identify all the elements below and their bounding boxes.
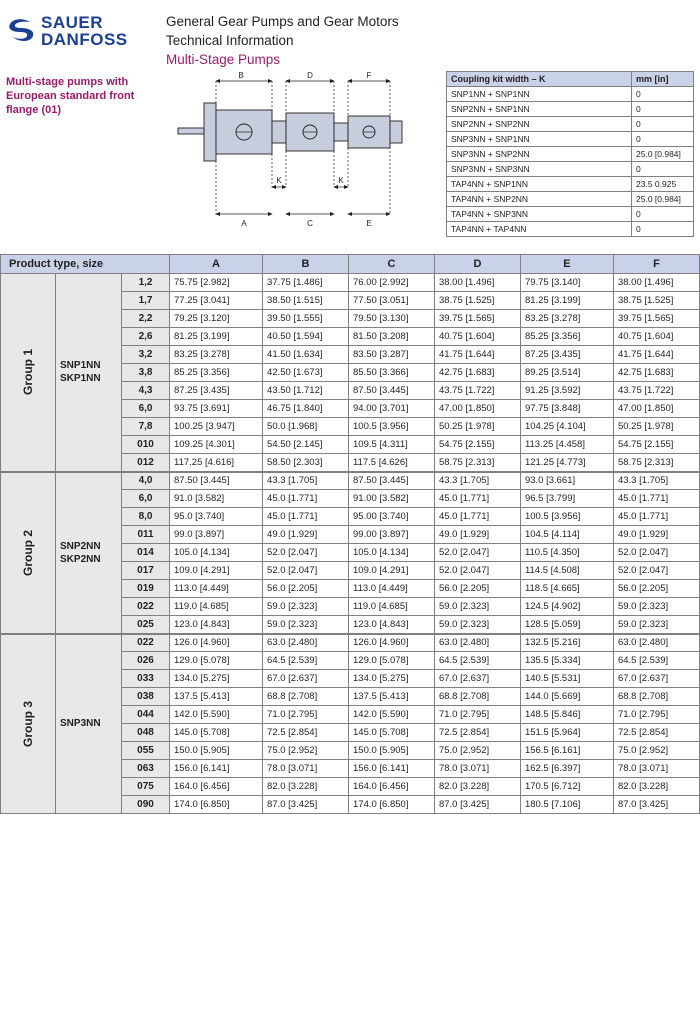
dimension-C-cell: 109.0 [4.291] — [349, 562, 435, 580]
dimension-B-cell: 41.50 [1.634] — [263, 346, 349, 364]
coupling-width-value: 0 — [632, 87, 694, 102]
table-row — [1, 274, 700, 292]
dimension-E-cell: 132.5 [5.216] — [520, 634, 613, 652]
size-cell: 8,0 — [122, 508, 170, 526]
dimension-C-cell: 94.00 [3.701] — [349, 400, 435, 418]
dimension-E-cell: 110.5 [4.350] — [520, 544, 613, 562]
size-cell: 055 — [122, 742, 170, 760]
dimension-A-cell: 150.0 [5.905] — [170, 742, 263, 760]
dimension-A-cell: 117.25 [4.616] — [170, 454, 263, 472]
dimension-A-cell: 91.0 [3.582] — [170, 490, 263, 508]
size-cell: 1,2 — [122, 274, 170, 292]
dimension-E-cell: 118.5 [4.665] — [520, 580, 613, 598]
product-family-label: SNP3NN — [56, 634, 122, 814]
dimension-E-cell: 85.25 [3.356] — [520, 328, 613, 346]
dimension-E-cell: 144.0 [5.669] — [520, 688, 613, 706]
coupling-combination: SNP2NN + SNP2NN — [447, 117, 632, 132]
dimension-A-cell: 119.0 [4.685] — [170, 598, 263, 616]
dimension-B-cell: 39.50 [1.555] — [263, 310, 349, 328]
size-cell: 044 — [122, 706, 170, 724]
size-cell: 025 — [122, 616, 170, 634]
dimension-D-cell: 38.75 [1.525] — [434, 292, 520, 310]
dimension-A-cell: 99.0 [3.897] — [170, 526, 263, 544]
coupling-row — [447, 162, 694, 177]
coupling-combination: TAP4NN + SNP1NN — [447, 177, 632, 192]
dimension-A-cell: 142.0 [5.590] — [170, 706, 263, 724]
dimension-A-cell: 81.25 [3.199] — [170, 328, 263, 346]
page-header — [0, 0, 700, 69]
size-cell: 033 — [122, 670, 170, 688]
dimension-E-cell: 83.25 [3.278] — [520, 310, 613, 328]
dimension-B-cell: 52.0 [2.047] — [263, 544, 349, 562]
dimension-F-cell: 45.0 [1.771] — [613, 490, 699, 508]
dimension-D-cell: 58.75 [2.313] — [434, 454, 520, 472]
coupling-combination: SNP3NN + SNP2NN — [447, 147, 632, 162]
dimension-C-cell: 105.0 [4.134] — [349, 544, 435, 562]
dimension-A-cell: 134.0 [5.275] — [170, 670, 263, 688]
dimension-A-cell: 145.0 [5.708] — [170, 724, 263, 742]
dimension-C-cell: 134.0 [5.275] — [349, 670, 435, 688]
dimension-F-cell: 38.00 [1.496] — [613, 274, 699, 292]
size-cell: 010 — [122, 436, 170, 454]
dimension-C-cell: 164.0 [6.456] — [349, 778, 435, 796]
dimension-E-cell: 156.5 [6.161] — [520, 742, 613, 760]
dimension-E-cell: 121.25 [4.773] — [520, 454, 613, 472]
dimension-E-cell: 151.5 [5.964] — [520, 724, 613, 742]
dimensions-header-row — [1, 255, 700, 274]
dimension-E-cell: 135.5 [5.334] — [520, 652, 613, 670]
group-label: Group 1 — [1, 274, 56, 472]
dimension-B-cell: 68.8 [2.708] — [263, 688, 349, 706]
dimension-E-cell: 114.5 [4.508] — [520, 562, 613, 580]
dimension-D-cell: 59.0 [2.323] — [434, 598, 520, 616]
dimension-E-cell: 97.75 [3.848] — [520, 400, 613, 418]
dimension-A-cell: 95.0 [3.740] — [170, 508, 263, 526]
coupling-combination: TAP4NN + SNP3NN — [447, 207, 632, 222]
dimension-D-cell: 43.75 [1.722] — [434, 382, 520, 400]
dimension-B-cell: 78.0 [3.071] — [263, 760, 349, 778]
dimension-B-cell: 59.0 [2.323] — [263, 616, 349, 634]
coupling-combination: SNP3NN + SNP1NN — [447, 132, 632, 147]
dimension-C-cell: 87.50 [3.445] — [349, 472, 435, 490]
dimension-B-cell: 54.50 [2.145] — [263, 436, 349, 454]
size-cell: 3,8 — [122, 364, 170, 382]
dimension-B-cell: 42.50 [1.673] — [263, 364, 349, 382]
size-cell: 022 — [122, 634, 170, 652]
dimension-F-cell: 45.0 [1.771] — [613, 508, 699, 526]
coupling-title: Coupling kit width – K — [447, 72, 632, 87]
dimension-F-cell: 78.0 [3.071] — [613, 760, 699, 778]
dimension-C-cell: 156.0 [6.141] — [349, 760, 435, 778]
dimension-D-cell: 49.0 [1.929] — [434, 526, 520, 544]
dimension-B-cell: 49.0 [1.929] — [263, 526, 349, 544]
dimension-E-cell: 87.25 [3.435] — [520, 346, 613, 364]
dimension-B-cell: 59.0 [2.323] — [263, 598, 349, 616]
dimension-D-cell: 39.75 [1.565] — [434, 310, 520, 328]
coupling-width-value: 0 — [632, 222, 694, 237]
group-label: Group 3 — [1, 634, 56, 814]
dimension-D-cell: 87.0 [3.425] — [434, 796, 520, 814]
dimension-A-cell: 87.25 [3.435] — [170, 382, 263, 400]
dimension-B-cell: 38.50 [1.515] — [263, 292, 349, 310]
dimension-E-cell: 100.5 [3.956] — [520, 508, 613, 526]
dimension-D-cell: 45.0 [1.771] — [434, 490, 520, 508]
dimension-F-cell: 82.0 [3.228] — [613, 778, 699, 796]
dimension-E-cell: 79.75 [3.140] — [520, 274, 613, 292]
dimension-E-cell: 91.25 [3.592] — [520, 382, 613, 400]
dimension-D-cell: 59.0 [2.323] — [434, 616, 520, 634]
dimension-C-cell: 123.0 [4.843] — [349, 616, 435, 634]
size-cell: 026 — [122, 652, 170, 670]
dimension-B-cell: 50.0 [1.968] — [263, 418, 349, 436]
coupling-width-value: 25.0 [0.984] — [632, 192, 694, 207]
dimension-C-cell: 137.5 [5.413] — [349, 688, 435, 706]
dimension-C-cell: 100.5 [3.956] — [349, 418, 435, 436]
dimension-F-cell: 52.0 [2.047] — [613, 562, 699, 580]
header-A: A — [170, 255, 263, 274]
dimension-F-cell: 52.0 [2.047] — [613, 544, 699, 562]
size-cell: 075 — [122, 778, 170, 796]
coupling-row — [447, 147, 694, 162]
brand-line2: DANFOSS — [41, 30, 128, 49]
dimension-A-cell: 123.0 [4.843] — [170, 616, 263, 634]
coupling-row — [447, 192, 694, 207]
coupling-combination: TAP4NN + SNP2NN — [447, 192, 632, 207]
dimension-A-cell: 100.25 [3.947] — [170, 418, 263, 436]
dimension-E-cell: 93.0 [3.661] — [520, 472, 613, 490]
coupling-row — [447, 222, 694, 237]
dimension-C-cell: 85.50 [3.366] — [349, 364, 435, 382]
coupling-combination: SNP3NN + SNP3NN — [447, 162, 632, 177]
dimension-C-cell: 119.0 [4.685] — [349, 598, 435, 616]
dimension-C-cell: 142.0 [5.590] — [349, 706, 435, 724]
dimension-E-cell: 113.25 [4.458] — [520, 436, 613, 454]
header-E: E — [520, 255, 613, 274]
dimension-F-cell: 71.0 [2.795] — [613, 706, 699, 724]
product-family-label: SNP2NN SKP2NN — [56, 472, 122, 634]
dimension-C-cell: 145.0 [5.708] — [349, 724, 435, 742]
svg-text:D: D — [307, 71, 313, 80]
size-cell: 1,7 — [122, 292, 170, 310]
coupling-row — [447, 132, 694, 147]
dimension-A-cell: 75.75 [2.982] — [170, 274, 263, 292]
dimension-B-cell: 45.0 [1.771] — [263, 490, 349, 508]
dimension-F-cell: 49.0 [1.929] — [613, 526, 699, 544]
dimension-B-cell: 58.50 [2.303] — [263, 454, 349, 472]
size-cell: 019 — [122, 580, 170, 598]
dimension-D-cell: 54.75 [2.155] — [434, 436, 520, 454]
dimension-C-cell: 117.5 [4.626] — [349, 454, 435, 472]
svg-text:F: F — [366, 71, 372, 80]
dimension-B-cell: 40.50 [1.594] — [263, 328, 349, 346]
dimension-E-cell: 128.5 [5.059] — [520, 616, 613, 634]
svg-text:C: C — [307, 219, 313, 228]
coupling-width-value: 0 — [632, 132, 694, 147]
dimension-F-cell: 40.75 [1.604] — [613, 328, 699, 346]
dimension-D-cell: 47.00 [1.850] — [434, 400, 520, 418]
dimension-D-cell: 43.3 [1.705] — [434, 472, 520, 490]
dimension-D-cell: 67.0 [2.637] — [434, 670, 520, 688]
dimension-F-cell: 87.0 [3.425] — [613, 796, 699, 814]
dimension-D-cell: 71.0 [2.795] — [434, 706, 520, 724]
dimension-B-cell: 43.3 [1.705] — [263, 472, 349, 490]
brand-line1: SAUER — [41, 13, 104, 32]
dimension-A-cell: 164.0 [6.456] — [170, 778, 263, 796]
size-cell: 090 — [122, 796, 170, 814]
coupling-width-value: 0 — [632, 117, 694, 132]
size-cell: 011 — [122, 526, 170, 544]
dimension-C-cell: 79.50 [3.130] — [349, 310, 435, 328]
size-cell: 014 — [122, 544, 170, 562]
dimension-A-cell: 83.25 [3.278] — [170, 346, 263, 364]
coupling-kit-table — [446, 71, 694, 237]
dimension-F-cell: 72.5 [2.854] — [613, 724, 699, 742]
dimension-C-cell: 109.5 [4.311] — [349, 436, 435, 454]
coupling-row — [447, 207, 694, 222]
dimension-D-cell: 56.0 [2.205] — [434, 580, 520, 598]
dimension-D-cell: 52.0 [2.047] — [434, 562, 520, 580]
dimension-A-cell: 129.0 [5.078] — [170, 652, 263, 670]
title-line-1: General Gear Pumps and Gear Motors — [166, 14, 399, 29]
dimension-F-cell: 75.0 [2.952] — [613, 742, 699, 760]
dimension-B-cell: 43.50 [1.712] — [263, 382, 349, 400]
dimension-C-cell: 95.00 [3.740] — [349, 508, 435, 526]
coupling-width-value: 23.5 0.925 — [632, 177, 694, 192]
dimension-A-cell: 109.0 [4.291] — [170, 562, 263, 580]
dimension-C-cell: 99.00 [3.897] — [349, 526, 435, 544]
svg-text:B: B — [238, 71, 244, 80]
size-cell: 012 — [122, 454, 170, 472]
dimension-F-cell: 50.25 [1.978] — [613, 418, 699, 436]
coupling-row — [447, 87, 694, 102]
dimension-C-cell: 87.50 [3.445] — [349, 382, 435, 400]
coupling-width-value: 0 — [632, 102, 694, 117]
dimension-D-cell: 50.25 [1.978] — [434, 418, 520, 436]
svg-text:A: A — [241, 219, 247, 228]
dimension-F-cell: 43.75 [1.722] — [613, 382, 699, 400]
dimension-E-cell: 180.5 [7.106] — [520, 796, 613, 814]
dimension-B-cell: 72.5 [2.854] — [263, 724, 349, 742]
dimension-B-cell: 46.75 [1.840] — [263, 400, 349, 418]
dimension-C-cell: 129.0 [5.078] — [349, 652, 435, 670]
size-cell: 6,0 — [122, 400, 170, 418]
size-cell: 3,2 — [122, 346, 170, 364]
table-row — [1, 472, 700, 490]
dimension-B-cell: 82.0 [3.228] — [263, 778, 349, 796]
dimension-E-cell: 104.5 [4.114] — [520, 526, 613, 544]
dimension-D-cell: 40.75 [1.604] — [434, 328, 520, 346]
size-cell: 6,0 — [122, 490, 170, 508]
dimension-E-cell: 104.25 [4.104] — [520, 418, 613, 436]
size-cell: 048 — [122, 724, 170, 742]
dimension-D-cell: 52.0 [2.047] — [434, 544, 520, 562]
dimension-D-cell: 41.75 [1.644] — [434, 346, 520, 364]
dimension-D-cell: 42.75 [1.683] — [434, 364, 520, 382]
header-D: D — [434, 255, 520, 274]
coupling-width-value: 25.0 [0.984] — [632, 147, 694, 162]
header-C: C — [349, 255, 435, 274]
coupling-header-row — [447, 72, 694, 87]
figure-note: Multi-stage pumps with European standard front flange (01) — [6, 76, 135, 116]
dimension-A-cell: 113.0 [4.449] — [170, 580, 263, 598]
size-cell: 063 — [122, 760, 170, 778]
dimension-A-cell: 156.0 [6.141] — [170, 760, 263, 778]
figure-section — [0, 69, 700, 254]
coupling-combination: TAP4NN + TAP4NN — [447, 222, 632, 237]
dimensions-table — [0, 254, 700, 814]
dimension-E-cell: 140.5 [5.531] — [520, 670, 613, 688]
dimension-F-cell: 59.0 [2.323] — [613, 616, 699, 634]
dimension-F-cell: 59.0 [2.323] — [613, 598, 699, 616]
dimension-F-cell: 54.75 [2.155] — [613, 436, 699, 454]
dimension-C-cell: 113.0 [4.449] — [349, 580, 435, 598]
header-B: B — [263, 255, 349, 274]
dimension-D-cell: 45.0 [1.771] — [434, 508, 520, 526]
dimension-C-cell: 126.0 [4.960] — [349, 634, 435, 652]
dimension-F-cell: 39.75 [1.565] — [613, 310, 699, 328]
header-product-type: Product type, size — [1, 255, 170, 274]
dimension-A-cell: 126.0 [4.960] — [170, 634, 263, 652]
dimension-B-cell: 75.0 [2.952] — [263, 742, 349, 760]
title-line-3: Multi-Stage Pumps — [166, 52, 281, 67]
dimension-A-cell: 174.0 [6.850] — [170, 796, 263, 814]
dimension-C-cell: 83.50 [3.287] — [349, 346, 435, 364]
dimension-E-cell: 148.5 [5.846] — [520, 706, 613, 724]
coupling-combination: SNP1NN + SNP1NN — [447, 87, 632, 102]
dimension-A-cell: 87.50 [3.445] — [170, 472, 263, 490]
table-row — [1, 634, 700, 652]
title-line-2: Technical Information — [166, 33, 294, 48]
svg-text:K: K — [338, 176, 344, 185]
brand-logo — [6, 10, 166, 69]
dimension-B-cell: 37.75 [1.486] — [263, 274, 349, 292]
dimension-D-cell: 82.0 [3.228] — [434, 778, 520, 796]
dimension-F-cell: 42.75 [1.683] — [613, 364, 699, 382]
dimension-C-cell: 81.50 [3.208] — [349, 328, 435, 346]
coupling-row — [447, 177, 694, 192]
dimension-E-cell: 162.5 [6.397] — [520, 760, 613, 778]
dimension-B-cell: 63.0 [2.480] — [263, 634, 349, 652]
dimension-F-cell: 67.0 [2.637] — [613, 670, 699, 688]
dimension-B-cell: 87.0 [3.425] — [263, 796, 349, 814]
dimension-C-cell: 174.0 [6.850] — [349, 796, 435, 814]
size-cell: 2,6 — [122, 328, 170, 346]
sauer-danfoss-logo-icon — [6, 16, 36, 46]
dimension-B-cell: 67.0 [2.637] — [263, 670, 349, 688]
dimension-F-cell: 64.5 [2.539] — [613, 652, 699, 670]
dimension-D-cell: 78.0 [3.071] — [434, 760, 520, 778]
dimension-A-cell: 105.0 [4.134] — [170, 544, 263, 562]
dimension-E-cell: 96.5 [3.799] — [520, 490, 613, 508]
dimension-C-cell: 150.0 [5.905] — [349, 742, 435, 760]
coupling-unit: mm [in] — [632, 72, 694, 87]
svg-text:K: K — [276, 176, 282, 185]
coupling-width-value: 0 — [632, 207, 694, 222]
coupling-combination: SNP2NN + SNP1NN — [447, 102, 632, 117]
size-cell: 4,0 — [122, 472, 170, 490]
coupling-width-value: 0 — [632, 162, 694, 177]
dimension-C-cell: 91.00 [3.582] — [349, 490, 435, 508]
dimension-C-cell: 76.00 [2.992] — [349, 274, 435, 292]
dimension-E-cell: 124.5 [4.902] — [520, 598, 613, 616]
dimension-D-cell: 68.8 [2.708] — [434, 688, 520, 706]
document-titles — [166, 10, 399, 69]
dimension-D-cell: 38.00 [1.496] — [434, 274, 520, 292]
size-cell: 7,8 — [122, 418, 170, 436]
size-cell: 022 — [122, 598, 170, 616]
size-cell: 038 — [122, 688, 170, 706]
dimension-A-cell: 109.25 [4.301] — [170, 436, 263, 454]
dimension-A-cell: 137.5 [5.413] — [170, 688, 263, 706]
dimension-D-cell: 64.5 [2.539] — [434, 652, 520, 670]
dimension-F-cell: 41.75 [1.644] — [613, 346, 699, 364]
dimension-C-cell: 77.50 [3.051] — [349, 292, 435, 310]
product-family-label: SNP1NN SKP1NN — [56, 274, 122, 472]
dimension-A-cell: 93.75 [3.691] — [170, 400, 263, 418]
dimension-F-cell: 56.0 [2.205] — [613, 580, 699, 598]
dimension-A-cell: 79.25 [3.120] — [170, 310, 263, 328]
dimension-B-cell: 52.0 [2.047] — [263, 562, 349, 580]
dimension-A-cell: 77.25 [3.041] — [170, 292, 263, 310]
dimension-F-cell: 38.75 [1.525] — [613, 292, 699, 310]
dimension-D-cell: 72.5 [2.854] — [434, 724, 520, 742]
size-cell: 2,2 — [122, 310, 170, 328]
coupling-row — [447, 102, 694, 117]
dimension-F-cell: 63.0 [2.480] — [613, 634, 699, 652]
multi-stage-pump-diagram — [170, 69, 440, 249]
header-F: F — [613, 255, 699, 274]
dimension-E-cell: 89.25 [3.514] — [520, 364, 613, 382]
size-cell: 4,3 — [122, 382, 170, 400]
dimension-B-cell: 64.5 [2.539] — [263, 652, 349, 670]
dimension-A-cell: 85.25 [3.356] — [170, 364, 263, 382]
svg-text:E: E — [366, 219, 372, 228]
group-label: Group 2 — [1, 472, 56, 634]
dimension-F-cell: 58.75 [2.313] — [613, 454, 699, 472]
dimension-B-cell: 45.0 [1.771] — [263, 508, 349, 526]
dimension-F-cell: 47.00 [1.850] — [613, 400, 699, 418]
dimension-D-cell: 63.0 [2.480] — [434, 634, 520, 652]
dimension-E-cell: 81.25 [3.199] — [520, 292, 613, 310]
dimension-F-cell: 43.3 [1.705] — [613, 472, 699, 490]
dimension-F-cell: 68.8 [2.708] — [613, 688, 699, 706]
dimension-E-cell: 170.5 [6.712] — [520, 778, 613, 796]
dimension-B-cell: 71.0 [2.795] — [263, 706, 349, 724]
size-cell: 017 — [122, 562, 170, 580]
coupling-row — [447, 117, 694, 132]
dimension-B-cell: 56.0 [2.205] — [263, 580, 349, 598]
dimension-D-cell: 75.0 [2.952] — [434, 742, 520, 760]
